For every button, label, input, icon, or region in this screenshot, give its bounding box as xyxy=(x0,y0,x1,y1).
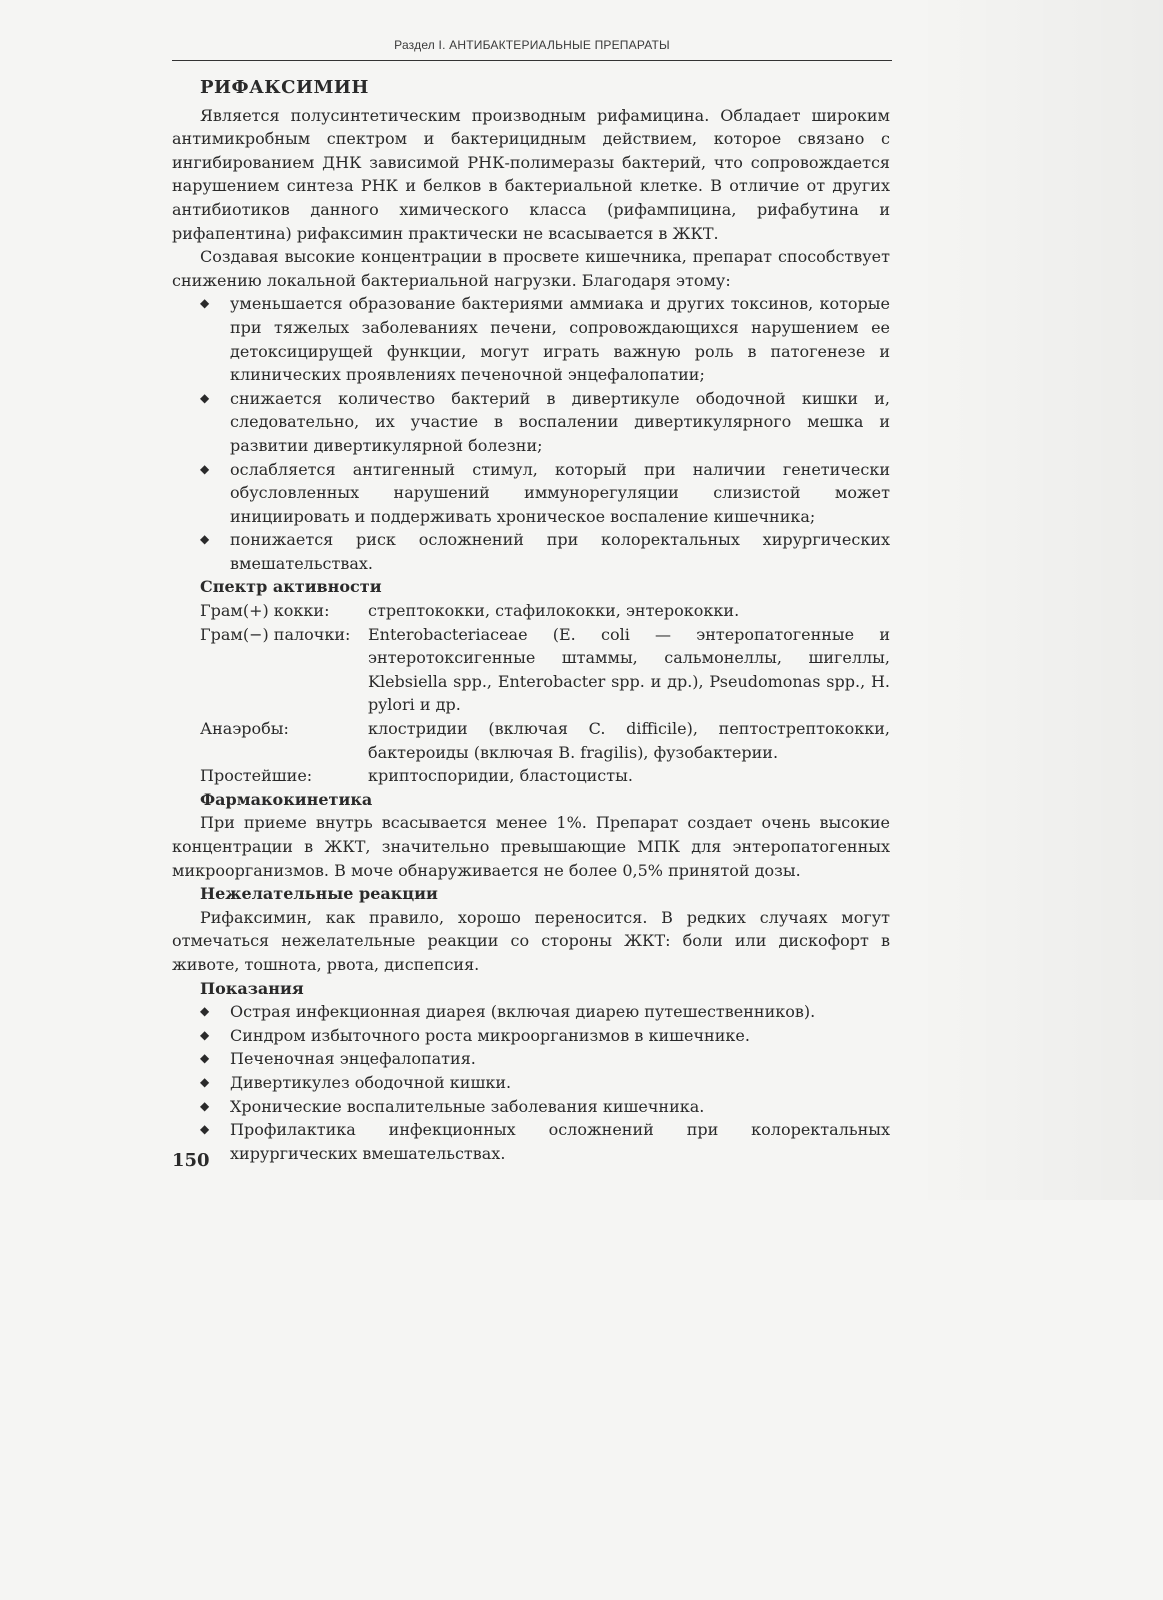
list-item xyxy=(172,1071,890,1095)
table-row xyxy=(200,764,890,788)
list-item-text: снижается количество бактерий в дивертикуле ободочной кишки и, следовательно, их участие в воспалении дивертикулярного мешка и развитии дивертикулярной болезни; xyxy=(230,388,890,455)
bullet-icon: ◆ xyxy=(200,461,210,476)
list-item-text: Печеночная энцефалопатия. xyxy=(230,1049,476,1069)
spectrum-value: Enterobacteriaceae (E. coli — энтеропатогенные и энтеротоксигенные штаммы, сальмонеллы, шигеллы, Klebsiella spp., Enterobacter spp. и др.), Pseudomonas spp., H. pylori и др. xyxy=(368,624,890,715)
bullet-icon: ◆ xyxy=(200,1074,210,1089)
adverse-reactions-heading: Нежелательные реакции xyxy=(200,884,438,904)
table-row xyxy=(200,623,890,717)
bullet-icon: ◆ xyxy=(200,390,210,405)
bullet-icon: ◆ xyxy=(200,296,210,311)
indications-heading: Показания xyxy=(200,978,304,998)
bullet-icon: ◆ xyxy=(200,1027,210,1042)
spectrum-value: стрептококки, стафилококки, энтерококки. xyxy=(368,601,740,621)
running-head: Раздел I. АНТИБАКТЕРИАЛЬНЫЕ ПРЕПАРАТЫ xyxy=(394,38,670,52)
spectrum-heading: Спектр активности xyxy=(200,577,382,597)
list-item-text: Профилактика инфекционных осложнений при колоректальных хирургических вмешательствах. xyxy=(230,1120,890,1163)
list-item xyxy=(172,387,890,458)
spectrum-label: Грам(+) кокки: xyxy=(200,601,330,621)
effects-list xyxy=(172,292,890,575)
intro-paragraph: Создавая высокие концентрации в просвете кишечника, препарат способствует снижению локальной бактериальной нагрузки. Благодаря этому: xyxy=(172,247,890,290)
spectrum-label: Простейшие: xyxy=(200,766,313,786)
list-item-text: Дивертикулез ободочной кишки. xyxy=(230,1072,512,1092)
list-item xyxy=(172,1118,890,1165)
spectrum-label: Грам(−) палочки: xyxy=(200,624,351,644)
adverse-reactions-text: Рифаксимин, как правило, хорошо переносится. В редких случаях могут отмечаться нежелательные реакции со стороны ЖКТ: боли или дискофорт в животе, тошнота, рвота, диспепсия. xyxy=(172,907,890,974)
spectrum-table xyxy=(200,599,890,788)
article-body xyxy=(172,76,890,1165)
spectrum-value: криптоспоридии, бластоцисты. xyxy=(368,766,633,786)
list-item-text: уменьшается образование бактериями аммиака и других токсинов, которые при тяжелых заболеваниях печени, сопровождающихся нарушением ее детоксицирущей функции, могут играть важную роль в патогенезе и клинических проявлениях печеночной энцефалопатии; xyxy=(230,294,890,385)
pharmacokinetics-text: При приеме внутрь всасывается менее 1%. Препарат создает очень высокие концентрации в ЖКТ, значительно превышающие МПК для энтеропатогенных микроорганизмов. В моче обнаруживается не более 0,5% принятой дозы. xyxy=(172,813,890,880)
pharmacokinetics-heading: Фармакокинетика xyxy=(200,789,373,809)
table-row xyxy=(200,599,890,623)
drug-title: РИФАКСИМИН xyxy=(200,77,369,98)
list-item xyxy=(172,458,890,529)
bullet-icon: ◆ xyxy=(200,1122,210,1137)
spectrum-value: клостридии (включая C. difficile), пептострептококки, бактероиды (включая B. fragilis), фузобактерии. xyxy=(368,719,890,762)
table-row xyxy=(200,717,890,764)
header-rule xyxy=(172,60,892,61)
list-item-text: ослабляется антигенный стимул, который при наличии генетически обусловленных нарушений иммунорегуляции слизистой может инициировать и поддерживать хроническое воспаление кишечника; xyxy=(230,459,890,526)
list-item-text: Хронические воспалительные заболевания кишечника. xyxy=(230,1096,705,1116)
intro-paragraph: Является полусинтетическим производным рифамицина. Обладает широким антимикробным спектром и бактерицидным действием, которое связано с ингибированием ДНК зависимой РНК-полимеразы бактерий, что сопровождается нарушением синтеза РНК и белков в бактериальной клетке. В отличие от других антибиотиков данного химического класса (рифампицина, рифабутина и рифапентина) рифаксимин практически не всасывается в ЖКТ. xyxy=(172,105,890,243)
bullet-icon: ◆ xyxy=(200,1098,210,1113)
list-item xyxy=(172,1095,890,1119)
list-item xyxy=(172,292,890,386)
bullet-icon: ◆ xyxy=(200,532,210,547)
list-item xyxy=(172,1024,890,1048)
list-item-text: понижается риск осложнений при колоректальных хирургических вмешательствах. xyxy=(230,530,890,573)
list-item-text: Острая инфекционная диарея (включая диарею путешественников). xyxy=(230,1002,816,1022)
bleed-through-shadow xyxy=(913,0,1163,1200)
indications-list xyxy=(172,1000,890,1165)
list-item-text: Синдром избыточного роста микроорганизмов в кишечнике. xyxy=(230,1025,750,1045)
list-item xyxy=(172,1047,890,1071)
bullet-icon: ◆ xyxy=(200,1051,210,1066)
page-number: 150 xyxy=(172,1150,210,1171)
list-item xyxy=(172,528,890,575)
list-item xyxy=(172,1000,890,1024)
bullet-icon: ◆ xyxy=(200,1004,210,1019)
spectrum-label: Анаэробы: xyxy=(200,719,289,739)
